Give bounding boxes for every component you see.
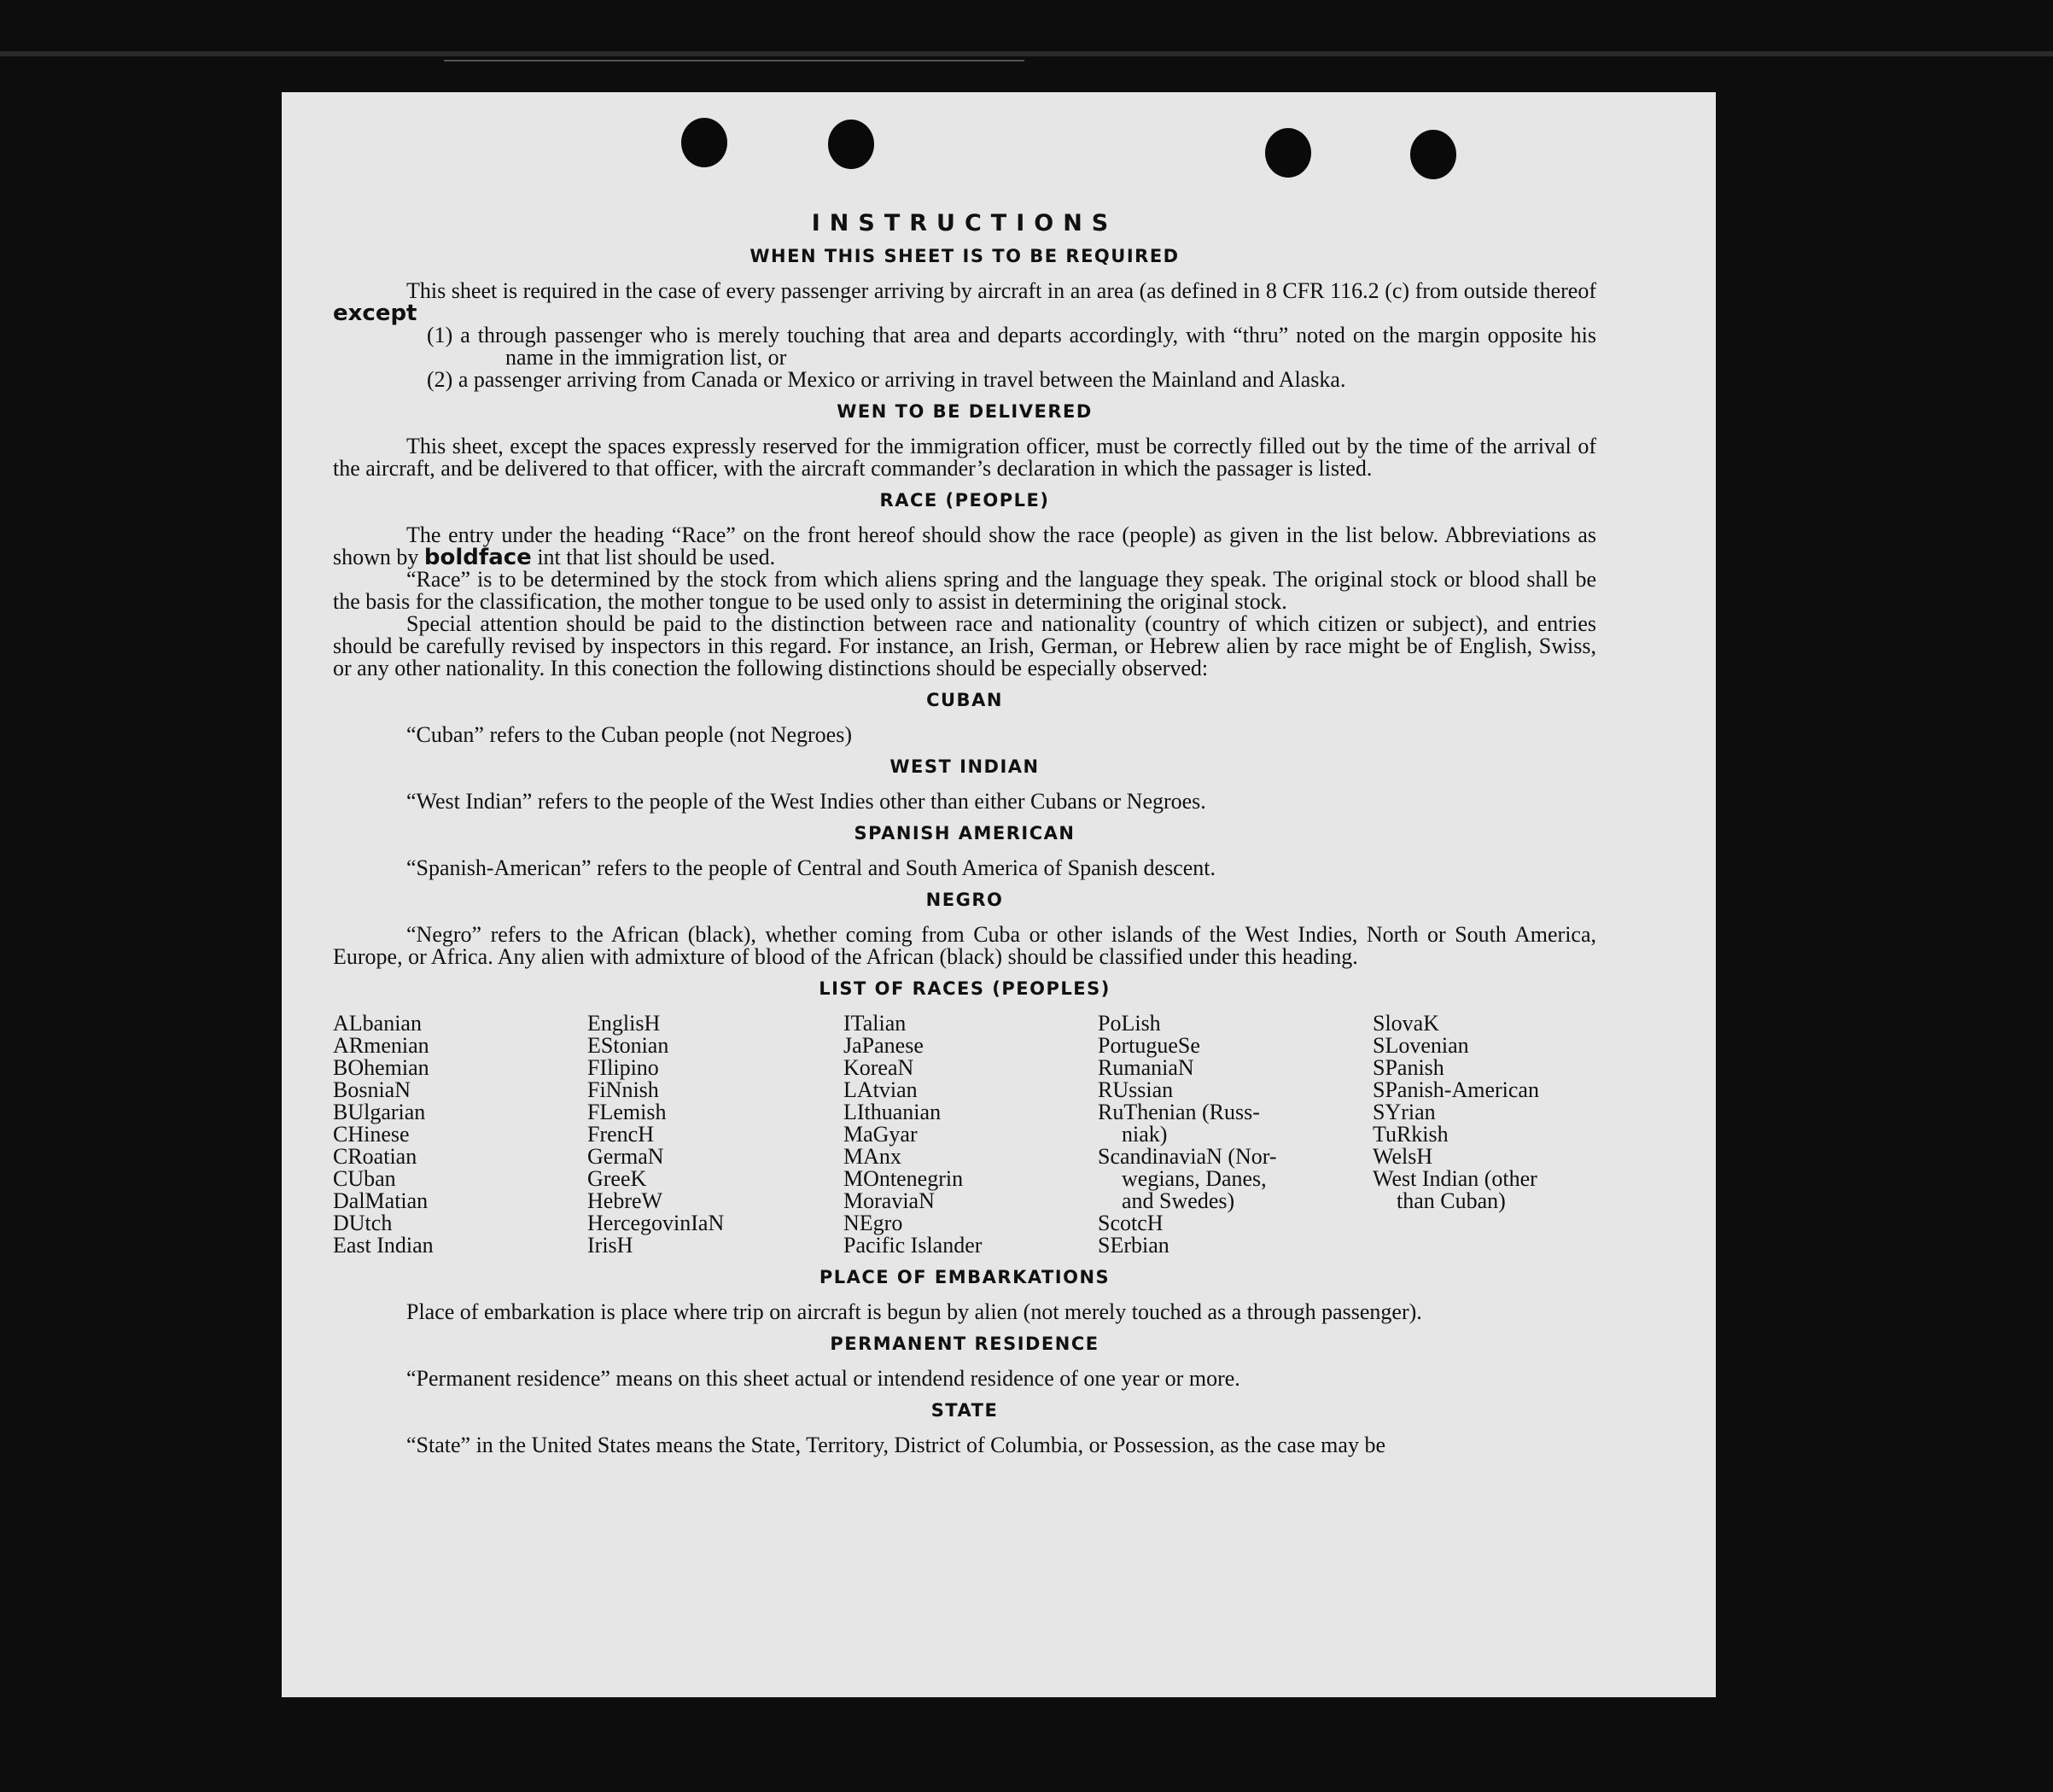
race-item: TuRkish bbox=[1373, 1122, 1449, 1147]
race-column bbox=[333, 1013, 587, 1257]
section-paragraph: “Permanent residence” means on this sheet actual or intendend residence of one year or more. bbox=[406, 1366, 1240, 1391]
race-item: and Swedes) bbox=[1122, 1188, 1235, 1213]
section-paragraph: This sheet, except the spaces expressly reserved for the immigration officer, must be correctly filled out by the time of the arrival of the aircraft, and be delivered to that officer, with the aircraft commander’s declaration in which the passager is listed. bbox=[333, 434, 1596, 481]
race-item: BOhemian bbox=[333, 1055, 429, 1080]
race-item: SErbian bbox=[1098, 1233, 1169, 1258]
punch-hole bbox=[681, 118, 727, 167]
race-list bbox=[333, 1013, 1596, 1257]
race-item: ScotcH bbox=[1098, 1211, 1164, 1235]
race-item: FiNnish bbox=[587, 1077, 659, 1102]
race-item: IrisH bbox=[587, 1233, 633, 1258]
race-item: ALbanian bbox=[333, 1011, 422, 1036]
race-item: BUlgarian bbox=[333, 1100, 426, 1124]
instructions-content bbox=[333, 212, 1596, 1456]
section-heading: WEN TO BE DELIVERED bbox=[837, 401, 1093, 422]
race-item: ARmenian bbox=[333, 1033, 429, 1058]
race-item: Pacific Islander bbox=[843, 1233, 983, 1258]
exception-item: (2) a passenger arriving from Canada or Mexico or arriving in travel between the Mainland and Alaska. bbox=[427, 367, 1346, 392]
race-item: wegians, Danes, bbox=[1122, 1166, 1267, 1191]
section-paragraph: The entry under the heading “Race” on the front hereof should show the race (people) as given in the list below. Abbreviations as shown by boldface int that list should be used. bbox=[333, 522, 1596, 570]
top-edge-line bbox=[444, 60, 1024, 61]
race-item: EStonian bbox=[587, 1033, 669, 1058]
race-item: HercegovinIaN bbox=[587, 1211, 725, 1235]
backdrop-edge bbox=[0, 51, 2053, 56]
race-item: CRoatian bbox=[333, 1144, 417, 1169]
race-item: ITalian bbox=[843, 1011, 907, 1036]
race-item: RumaniaN bbox=[1098, 1055, 1194, 1080]
race-item: SLovenian bbox=[1373, 1033, 1469, 1058]
race-item: KoreaN bbox=[843, 1055, 914, 1080]
section-heading: SPANISH AMERICAN bbox=[854, 823, 1076, 843]
race-item: MoraviaN bbox=[843, 1188, 935, 1213]
race-item: SYrian bbox=[1373, 1100, 1436, 1124]
section-heading: WHEN THIS SHEET IS TO BE REQUIRED bbox=[749, 246, 1180, 266]
section-heading: STATE bbox=[930, 1400, 999, 1421]
punch-hole bbox=[1265, 128, 1311, 178]
race-item: JaPanese bbox=[843, 1033, 924, 1058]
race-item: PortugueSe bbox=[1098, 1033, 1200, 1058]
race-item: WelsH bbox=[1373, 1144, 1433, 1169]
race-item: EnglisH bbox=[587, 1011, 661, 1036]
race-item: CHinese bbox=[333, 1122, 410, 1147]
section-heading: WEST INDIAN bbox=[889, 756, 1040, 777]
section-paragraph: Place of embarkation is place where trip on aircraft is begun by alien (not merely touched as a through passenger). bbox=[406, 1299, 1422, 1324]
section-paragraph: This sheet is required in the case of every passenger arriving by aircraft in an area (as defined in 8 CFR 116.2 (c) from outside thereof except bbox=[333, 278, 1596, 326]
exception-item: (1) a through passenger who is merely touching that area and departs accordingly, with “thru” noted on the margin opposite his name in the immigration list, or bbox=[427, 323, 1596, 370]
section-heading: PLACE OF EMBARKATIONS bbox=[819, 1267, 1111, 1287]
race-item: ScandinaviaN (Nor- bbox=[1098, 1144, 1277, 1169]
race-item: niak) bbox=[1122, 1122, 1168, 1147]
race-item: GreeK bbox=[587, 1166, 647, 1191]
section-heading: RACE (PEOPLE) bbox=[879, 490, 1050, 511]
race-list-heading: LIST OF RACES (PEOPLES) bbox=[819, 978, 1111, 999]
race-item: RUssian bbox=[1098, 1077, 1174, 1102]
race-item: MaGyar bbox=[843, 1122, 918, 1147]
race-item: than Cuban) bbox=[1397, 1188, 1506, 1213]
race-item: DUtch bbox=[333, 1211, 393, 1235]
section-paragraph: “West Indian” refers to the people of the West Indies other than either Cubans or Negroes. bbox=[406, 789, 1206, 814]
race-item: BosniaN bbox=[333, 1077, 411, 1102]
section-paragraph: “Negro” refers to the African (black), whether coming from Cuba or other islands of the West Indies, North or South America, Europe, or Africa. Any alien with admixture of blood of the African (black) should be classified under this heading. bbox=[333, 922, 1596, 969]
race-item: HebreW bbox=[587, 1188, 663, 1213]
race-item: MOntenegrin bbox=[843, 1166, 964, 1191]
race-column bbox=[1098, 1013, 1373, 1257]
race-item: West Indian (other bbox=[1373, 1166, 1537, 1191]
section-heading: PERMANENT RESIDENCE bbox=[830, 1334, 1099, 1354]
race-item: East Indian bbox=[333, 1233, 434, 1258]
race-item: CUban bbox=[333, 1166, 396, 1191]
race-item: RuThenian (Russ- bbox=[1098, 1100, 1260, 1124]
race-column bbox=[843, 1013, 1098, 1257]
race-column bbox=[1373, 1013, 1595, 1257]
race-item: NEgro bbox=[843, 1211, 903, 1235]
race-item: SPanish-American bbox=[1373, 1077, 1539, 1102]
race-column bbox=[587, 1013, 843, 1257]
punch-hole bbox=[828, 120, 874, 169]
race-item: PoLish bbox=[1098, 1011, 1161, 1036]
section-paragraph: “Spanish-American” refers to the people of Central and South America of Spanish descent. bbox=[406, 855, 1216, 880]
race-item: DalMatian bbox=[333, 1188, 429, 1213]
section-heading: CUBAN bbox=[926, 690, 1003, 710]
section-paragraph: Special attention should be paid to the distinction between race and nationality (country of which citizen or subject), and entries should be carefully revised by inspectors in this regard. For instance, an Irish, German, or Hebrew alien by race might be of English, Swiss, or any other nationality. In this conection the following distinctions should be especially observed: bbox=[333, 611, 1596, 680]
section-paragraph: “State” in the United States means the State, Territory, District of Columbia, or Possession, as the case may be bbox=[406, 1433, 1385, 1457]
punch-hole bbox=[1410, 130, 1456, 179]
race-item: SPanish bbox=[1373, 1055, 1444, 1080]
race-item: LIthuanian bbox=[843, 1100, 942, 1124]
section-paragraph: “Race” is to be determined by the stock from which aliens spring and the language they speak. The original stock or blood shall be the basis for the classification, the mother tongue to be used only to assist in determining the original stock. bbox=[333, 567, 1596, 614]
race-item: MAnx bbox=[843, 1144, 901, 1169]
section-heading: NEGRO bbox=[925, 890, 1004, 910]
race-item: FLemish bbox=[587, 1100, 667, 1124]
page-title: INSTRUCTIONS bbox=[811, 210, 1118, 236]
document-page bbox=[282, 92, 1716, 1697]
race-item: LAtvian bbox=[843, 1077, 918, 1102]
race-item: FrencH bbox=[587, 1122, 654, 1147]
race-item: FIlipino bbox=[587, 1055, 659, 1080]
section-paragraph: “Cuban” refers to the Cuban people (not Negroes) bbox=[406, 722, 852, 747]
race-item: SlovaK bbox=[1373, 1011, 1439, 1036]
race-item: GermaN bbox=[587, 1144, 664, 1169]
